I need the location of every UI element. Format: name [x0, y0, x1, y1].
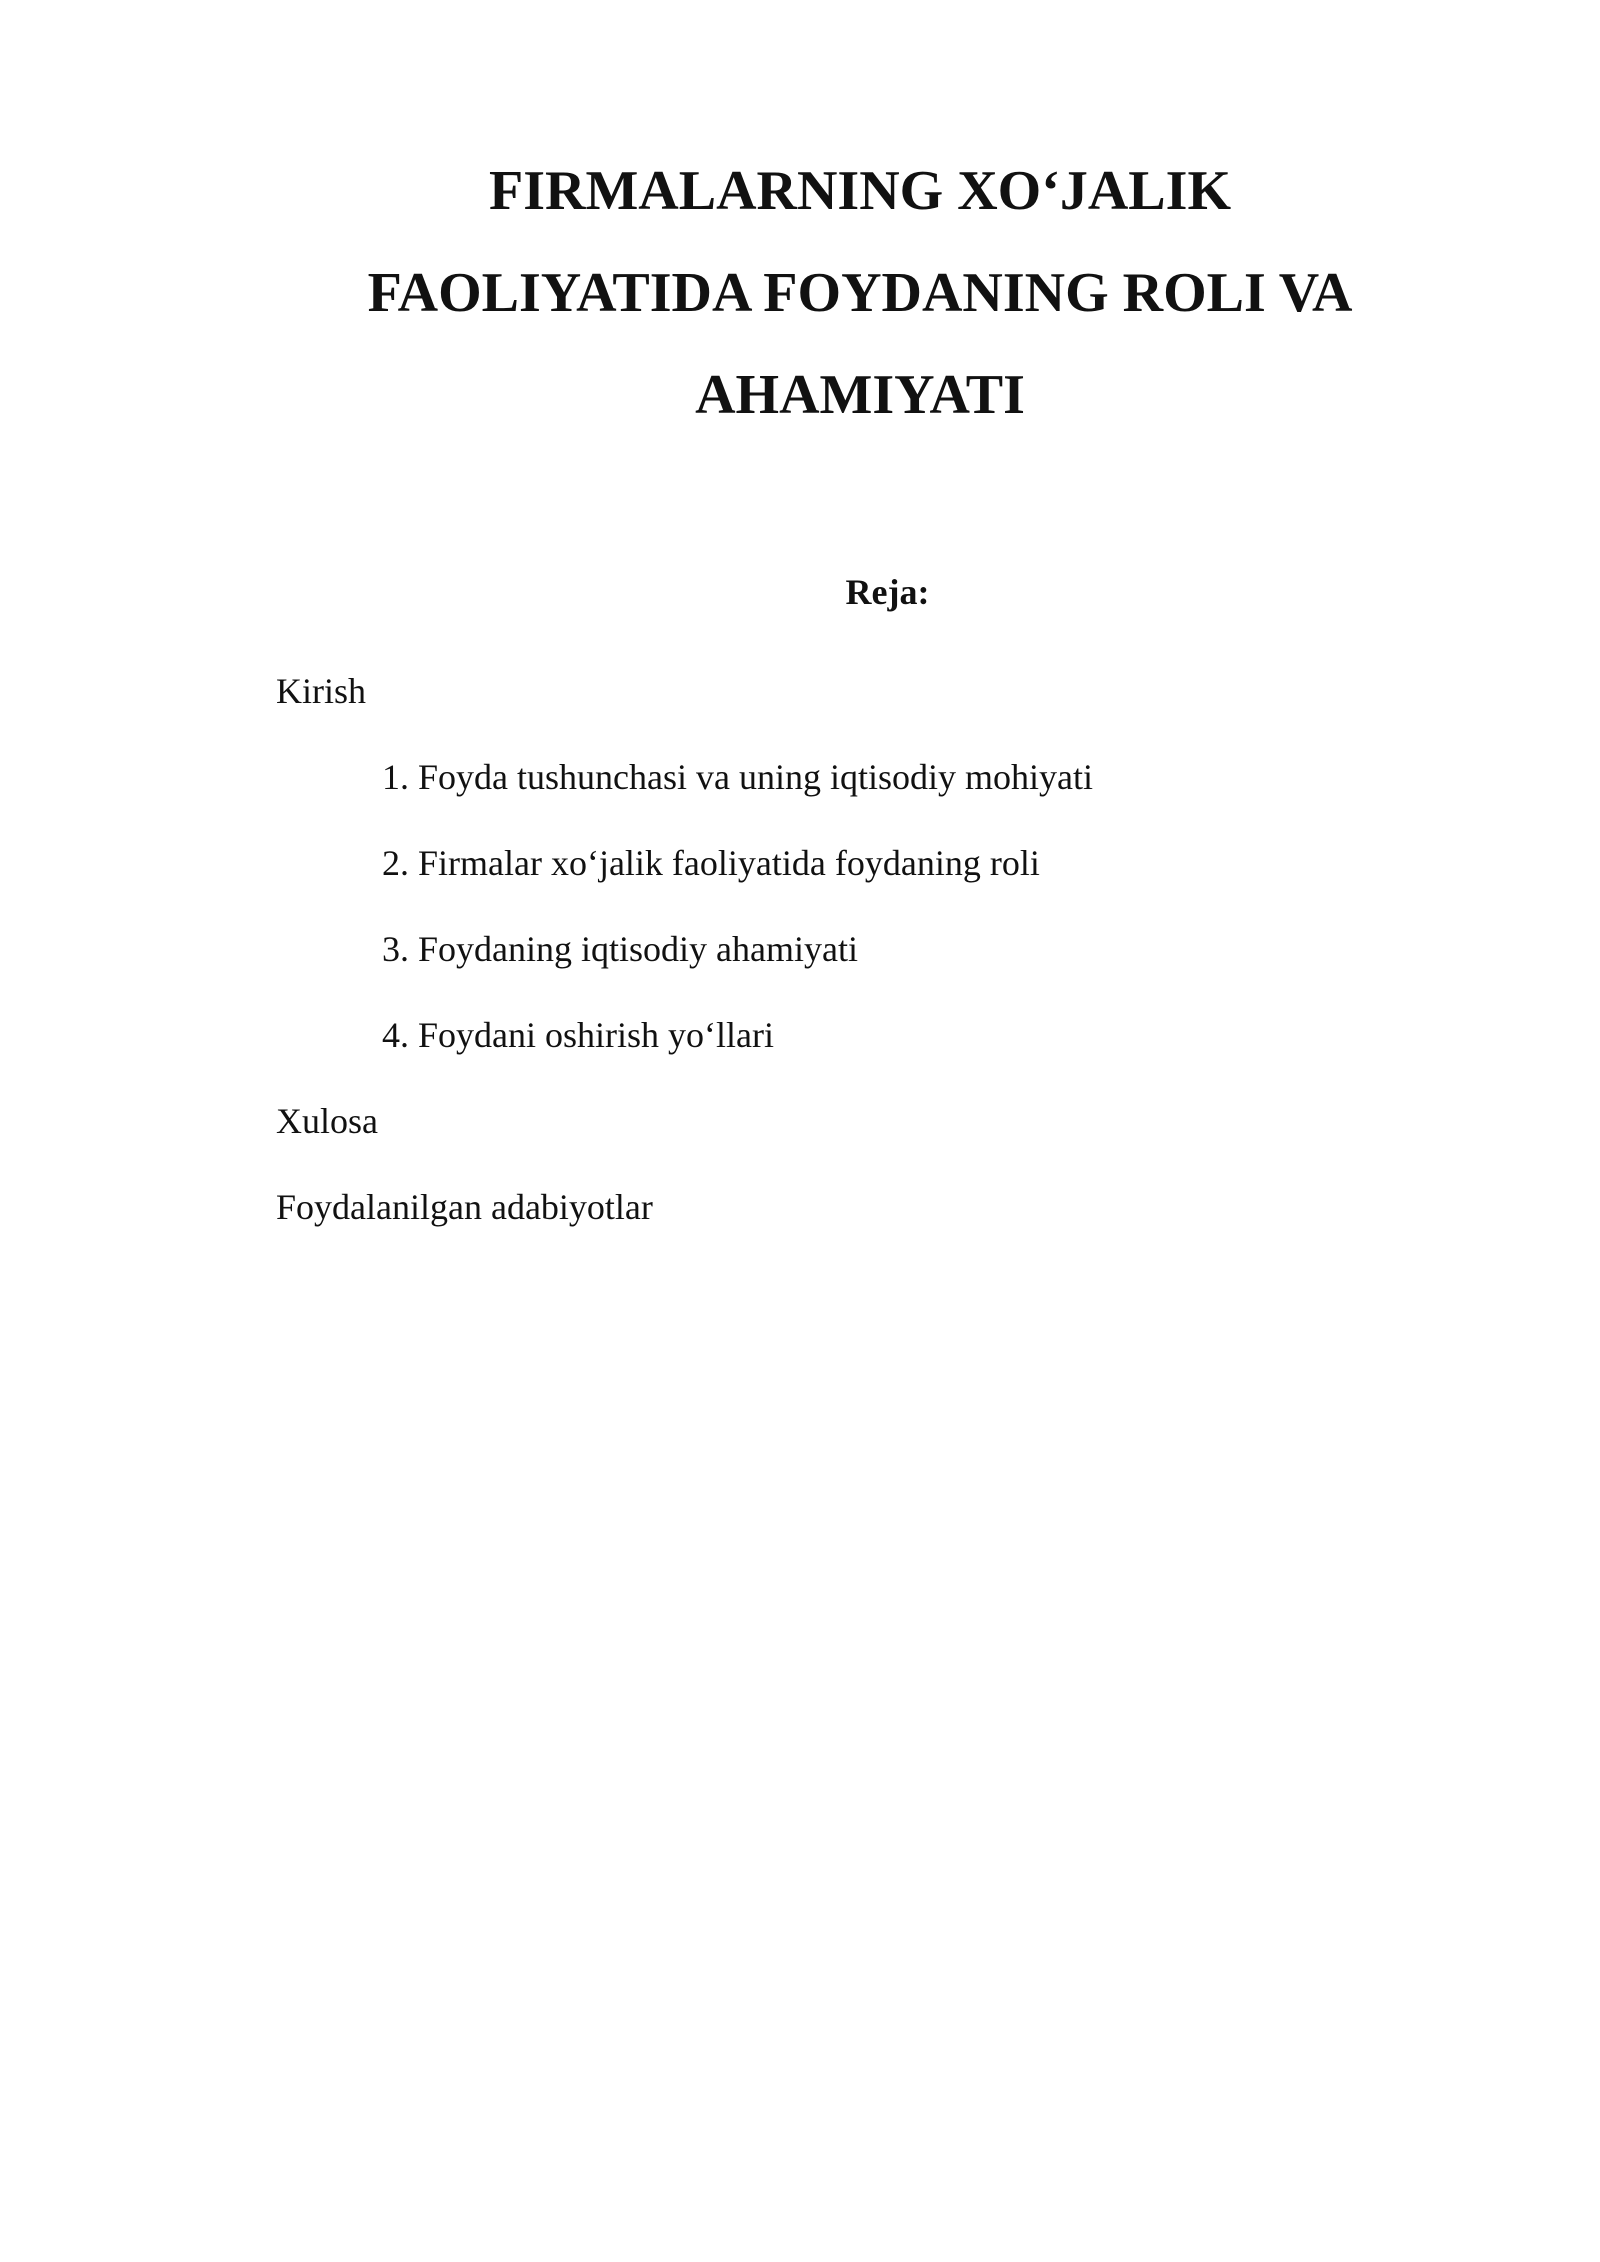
plan-intro: Kirish	[276, 671, 366, 711]
plan-outline	[276, 648, 1376, 1250]
plan-conclusion: Xulosa	[276, 1101, 378, 1141]
title-line-2: FAOLIYATIDA FOYDANING ROLI VA	[367, 262, 1353, 324]
plan-item-2: 2. Firmalar xo‘jalik faoliyatida foydaning roli	[382, 843, 1040, 883]
title-line-3: AHAMIYATI	[695, 364, 1025, 426]
plan-item-4: 4. Foydani oshirish yo‘llari	[382, 1015, 774, 1055]
plan-references: Foydalanilgan adabiyotlar	[276, 1187, 653, 1227]
plan-heading: Reja:	[845, 572, 930, 612]
document-title	[330, 140, 1390, 446]
plan-item-1: 1. Foyda tushunchasi va uning iqtisodiy mohiyati	[382, 757, 1093, 797]
title-line-1: FIRMALARNING XO‘JALIK	[489, 160, 1231, 222]
plan-item-3: 3. Foydaning iqtisodiy ahamiyati	[382, 929, 858, 969]
